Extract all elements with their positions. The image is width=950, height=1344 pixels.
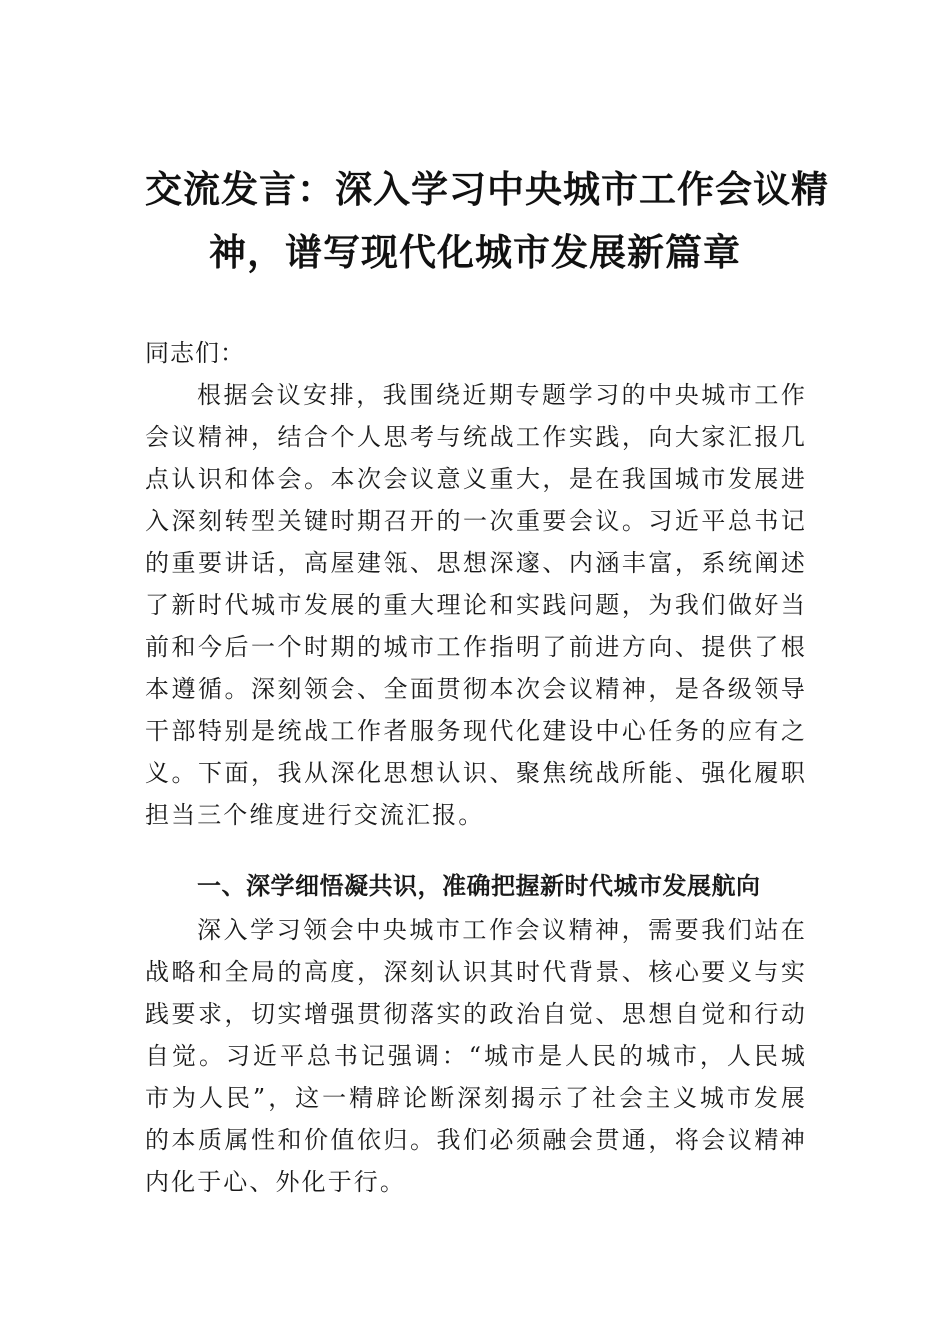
paragraph-intro: 根据会议安排，我围绕近期专题学习的中央城市工作会议精神，结合个人思考与统战工作实践，向大家汇报几点认识和体会。本次会议意义重大，是在我国城市发展进入深刻转型关键时期召开的一次重要会议。习近平总书记的重要讲话，高屋建瓴、思想深邃、内涵丰富，系统阐述了新时代城市发展的重大理论和实践问题，为我们做好当前和今后一个时期的城市工作指明了前进方向、提供了根本遵循。深刻领会、全面贯彻本次会议精神，是各级领导干部特别是统战工作者服务现代化建设中心任务的应有之义。下面，我从深化思想认识、聚焦统战所能、强化履职担当三个维度进行交流汇报。 bbox=[145, 381, 807, 829]
salutation: 同志们： bbox=[145, 339, 245, 367]
document-title bbox=[145, 158, 829, 284]
section-heading-1: 一、深学细悟凝共识，准确把握新时代城市发展航向 bbox=[197, 872, 761, 900]
title-line-1: 交流发言：深入学习中央城市工作会议精 bbox=[145, 167, 829, 211]
title-line-2: 神，谱写现代化城市发展新篇章 bbox=[209, 230, 741, 274]
paragraph-section-1: 深入学习领会中央城市工作会议精神，需要我们站在战略和全局的高度，深刻认识其时代背景、核心要义与实践要求，切实增强贯彻落实的政治自觉、思想自觉和行动自觉。习近平总书记强调：“城市是人民的城市，人民城市为人民”，这一精辟论断深刻揭示了社会主义城市发展的本质属性和价值依归。我们必须融会贯通，将会议精神内化于心、外化于行。 bbox=[145, 916, 807, 1196]
